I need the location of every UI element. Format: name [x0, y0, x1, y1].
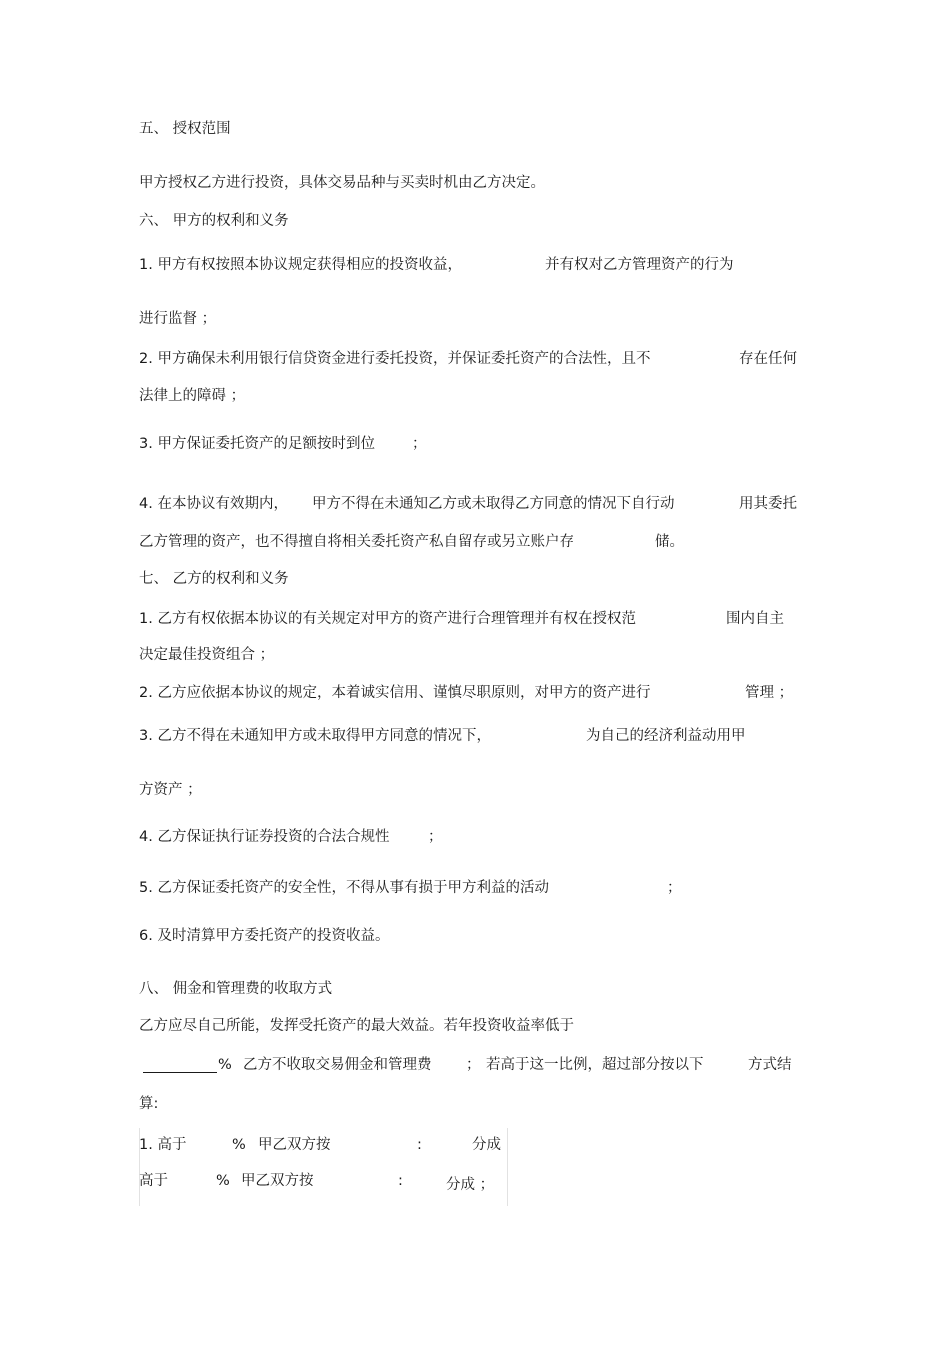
section-8-tail-2: 方式结	[748, 1057, 792, 1073]
section-8-heading: 八、 佣金和管理费的收取方式	[139, 981, 333, 997]
clause-6-2-part-b: 存在任何	[739, 351, 797, 367]
row2-split-label: 分成 ；	[446, 1177, 495, 1193]
table-right-border	[507, 1128, 508, 1206]
rate-blank	[143, 1072, 217, 1073]
clause-7-4-part-b: ；	[428, 829, 443, 845]
row1-colon: :	[417, 1137, 422, 1153]
clause-6-3-part-a: 3. 甲方保证委托资产的足额按时到位	[139, 436, 375, 452]
clause-7-5-part-b: ；	[667, 880, 682, 896]
clause-6-4-part-c: 用其委托	[739, 496, 797, 512]
row2-colon: :	[398, 1173, 403, 1189]
clause-7-2-part-a: 2. 乙方应依据本协议的规定，本着诚实信用、谨慎尽职原则，对甲方的资产进行	[139, 685, 651, 701]
section-8-continued: 算:	[139, 1096, 159, 1112]
clause-7-3-part-c: 方资产 ；	[139, 782, 202, 798]
section-6-heading: 六、 甲方的权利和义务	[139, 213, 289, 229]
clause-6-1-part-b: 并有权对乙方管理资产的行为	[545, 257, 734, 273]
section-5-body: 甲方授权乙方进行投资，具体交易品种与买卖时机由乙方决定。	[139, 175, 545, 191]
row2-percent-sign: %	[216, 1173, 230, 1189]
clause-7-1-part-a: 1. 乙方有权依据本协议的有关规定对甲方的资产进行合理管理并有权在授权范	[139, 611, 636, 627]
clause-6-4-part-a: 4. 在本协议有效期内，	[139, 496, 288, 512]
section-7-heading: 七、 乙方的权利和义务	[139, 571, 289, 587]
clause-6-1-part-a: 1. 甲方有权按照本协议规定获得相应的投资收益，	[139, 257, 462, 273]
section-8-tail: 若高于这一比例，超过部分按以下	[486, 1057, 704, 1073]
clause-7-3-part-b: 为自己的经济利益动用甲	[586, 728, 746, 744]
clause-6-3-part-b: ；	[412, 436, 427, 452]
section-8-no-fee: 乙方不收取交易佣金和管理费	[243, 1057, 432, 1073]
section-8-semicolon: ；	[466, 1057, 481, 1073]
row2-above-label: 高于	[139, 1173, 168, 1189]
clause-7-2-part-b: 管理 ；	[745, 685, 794, 701]
clause-6-1-part-c: 进行监督 ；	[139, 311, 217, 327]
clause-6-4-part-e: 储。	[655, 534, 684, 550]
row1-percent-sign: %	[232, 1137, 246, 1153]
rate-percent-sign: %	[218, 1057, 232, 1073]
clause-6-2-part-a: 2. 甲方确保未利用银行信贷资金进行委托投资，并保证委托资产的合法性，且不	[139, 351, 651, 367]
section-8-body: 乙方应尽自己所能，发挥受托资产的最大效益。若年投资收益率低于	[139, 1018, 574, 1034]
row2-ratio-label: 甲乙双方按	[241, 1173, 314, 1189]
clause-7-1-part-b: 围内自主	[726, 611, 784, 627]
clause-6-4-part-d: 乙方管理的资产，也不得擅自将相关委托资产私自留存或另立账户存	[139, 534, 574, 550]
clause-7-1-part-c: 决定最佳投资组合 ；	[139, 647, 275, 663]
clause-6-2-part-c: 法律上的障碍 ；	[139, 388, 246, 404]
row1-split-label: 分成	[472, 1137, 501, 1153]
clause-6-4-part-b: 甲方不得在未通知乙方或未取得乙方同意的情况下自行动	[312, 496, 675, 512]
row1-ratio-label: 甲乙双方按	[258, 1137, 331, 1153]
clause-7-5-part-a: 5. 乙方保证委托资产的安全性，不得从事有损于甲方利益的活动	[139, 880, 549, 896]
clause-7-6: 6. 及时清算甲方委托资产的投资收益。	[139, 928, 390, 944]
section-5-heading: 五、 授权范围	[139, 121, 231, 137]
row1-above-label: 1. 高于	[139, 1137, 187, 1153]
clause-7-3-part-a: 3. 乙方不得在未通知甲方或未取得甲方同意的情况下，	[139, 728, 491, 744]
clause-7-4-part-a: 4. 乙方保证执行证券投资的合法合规性	[139, 829, 390, 845]
